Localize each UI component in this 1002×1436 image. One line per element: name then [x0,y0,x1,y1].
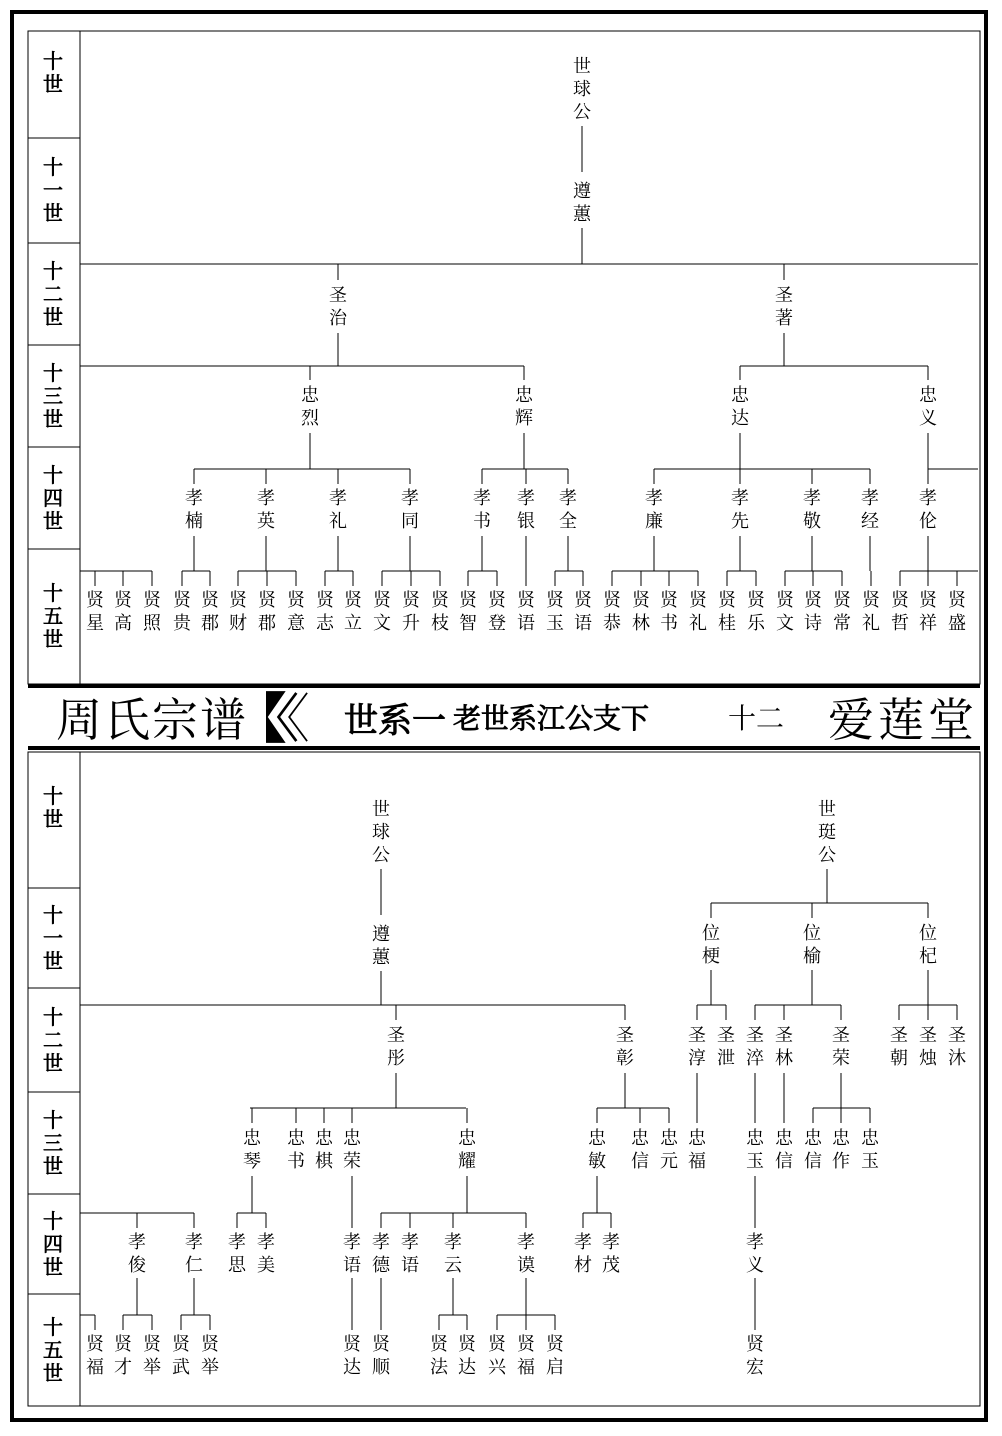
person-name: 贤 福 [517,1334,535,1378]
person-name: 贤 照 [143,590,161,634]
person-name: 忠 信 [804,1128,822,1172]
person-name: 孝 经 [861,488,879,532]
person-name: 孝 语 [401,1232,419,1276]
page-number: 十二 [728,702,785,735]
person-name: 孝 义 [746,1232,764,1276]
person-name: 贤 福 [86,1334,104,1378]
person-name: 圣 烛 [919,1025,937,1069]
person-name: 世 球 公 [372,799,390,866]
person-name: 忠 达 [731,385,749,429]
person-name: 孝 谟 [517,1232,535,1276]
person-name: 圣 淳 [688,1025,706,1069]
person-name: 孝 同 [401,488,419,532]
person-name: 忠 荣 [343,1128,361,1172]
generation-label: 十 四 世 [43,1208,63,1279]
person-name: 贤 才 [114,1334,132,1378]
person-name: 孝 云 [444,1232,462,1276]
person-name: 孝 材 [574,1232,592,1276]
person-name: 圣 泄 [717,1025,735,1069]
person-name: 贤 立 [344,590,362,634]
person-name: 圣 彤 [387,1025,405,1069]
person-name: 贤 诗 [804,590,822,634]
person-name: 遵 蕙 [573,181,591,225]
person-name: 贤 意 [287,590,305,634]
person-name: 贤 财 [229,590,247,634]
person-name: 圣 沐 [948,1025,966,1069]
person-name: 贤 志 [316,590,334,634]
person-name: 孝 楠 [185,488,203,532]
person-name: 圣 治 [329,285,347,329]
person-name: 贤 语 [574,590,592,634]
person-name: 贤 语 [517,590,535,634]
person-name: 孝 全 [559,488,577,532]
person-name: 贤 贵 [173,590,191,634]
person-name: 忠 义 [919,385,937,429]
chevron-icon [266,688,316,746]
person-name: 贤 举 [143,1334,161,1378]
person-name: 孝 茂 [602,1232,620,1276]
person-name: 孝 礼 [329,488,347,532]
person-name: 贤 达 [458,1334,476,1378]
person-name: 贤 文 [373,590,391,634]
person-name: 贤 玉 [546,590,564,634]
person-name: 孝 俊 [128,1232,146,1276]
person-name: 贤 盛 [948,590,966,634]
person-name: 贤 达 [343,1334,361,1378]
person-name: 贤 升 [402,590,420,634]
person-name: 忠 作 [832,1128,850,1172]
person-name: 忠 琴 [243,1128,261,1172]
generation-label: 十 五 世 [43,1314,63,1385]
person-name: 忠 福 [688,1128,706,1172]
person-name: 贤 星 [86,590,104,634]
person-name: 贤 林 [632,590,650,634]
person-name: 贤 智 [459,590,477,634]
person-name: 忠 信 [775,1128,793,1172]
person-name: 孝 仁 [185,1232,203,1276]
generation-label: 十 二 世 [43,1004,63,1075]
generation-label: 十 四 世 [43,462,63,533]
person-name: 圣 朝 [890,1025,908,1069]
generation-label: 十 五 世 [43,581,63,651]
person-name: 贤 武 [172,1334,190,1378]
person-name: 孝 英 [257,488,275,532]
person-name: 贤 法 [430,1334,448,1378]
person-name: 孝 语 [343,1232,361,1276]
person-name: 孝 廉 [645,488,663,532]
system-label: 世系一 [344,700,446,741]
person-name: 贤 礼 [862,590,880,634]
person-name: 贤 兴 [488,1334,506,1378]
person-name: 忠 信 [631,1128,649,1172]
person-name: 忠 元 [660,1128,678,1172]
person-name: 孝 思 [228,1232,246,1276]
book-title: 周氏宗谱 [56,693,248,747]
person-name: 贤 枝 [431,590,449,634]
person-name: 孝 书 [473,488,491,532]
person-name: 世 珽 公 [818,799,836,866]
branch-label: 老世系江公支下 [453,702,650,735]
generation-label: 十 三 世 [43,1107,63,1178]
person-name: 贤 启 [546,1334,564,1378]
generation-label: 十 世 [43,48,63,96]
person-name: 孝 先 [731,488,749,532]
person-name: 贤 高 [114,590,132,634]
person-name: 忠 烈 [301,385,319,429]
person-name: 圣 荣 [832,1025,850,1069]
generation-label: 十 一 世 [43,155,63,225]
person-name: 忠 敏 [588,1128,606,1172]
person-name: 圣 淬 [746,1025,764,1069]
person-name: 贤 乐 [747,590,765,634]
person-name: 孝 伦 [919,488,937,532]
person-name: 忠 辉 [515,385,533,429]
person-name: 位 杞 [919,923,937,967]
person-name: 贤 举 [201,1334,219,1378]
person-name: 贤 哲 [891,590,909,634]
person-name: 圣 林 [775,1025,793,1069]
person-name: 孝 美 [257,1232,275,1276]
person-name: 忠 玉 [861,1128,879,1172]
person-name: 世 球 公 [573,56,591,123]
person-name: 贤 文 [776,590,794,634]
person-name: 贤 郡 [201,590,219,634]
person-name: 忠 书 [287,1128,305,1172]
person-name: 贤 礼 [689,590,707,634]
person-name: 贤 祥 [919,590,937,634]
person-name: 孝 银 [517,488,535,532]
person-name: 孝 敬 [803,488,821,532]
generation-label: 十 三 世 [43,360,63,431]
person-name: 圣 彰 [616,1025,634,1069]
person-name: 位 榆 [803,923,821,967]
person-name: 忠 棋 [315,1128,333,1172]
person-name: 贤 登 [488,590,506,634]
generation-label: 十 二 世 [43,258,63,329]
page-banner [28,684,980,750]
generation-label: 十 一 世 [43,902,63,973]
person-name: 忠 耀 [458,1128,476,1172]
person-name: 贤 桂 [718,590,736,634]
person-name: 忠 玉 [746,1128,764,1172]
person-name: 贤 郡 [258,590,276,634]
person-name: 贤 恭 [603,590,621,634]
person-name: 贤 顺 [372,1334,390,1378]
person-name: 贤 书 [660,590,678,634]
frame-rect [28,31,980,684]
person-name: 圣 著 [775,285,793,329]
person-name: 孝 德 [372,1232,390,1276]
person-name: 位 梗 [702,923,720,967]
person-name: 贤 常 [833,590,851,634]
hall-name: 爱莲堂 [828,693,978,747]
generation-label: 十 世 [43,784,63,831]
person-name: 贤 宏 [746,1334,764,1378]
person-name: 遵 蕙 [372,924,390,968]
